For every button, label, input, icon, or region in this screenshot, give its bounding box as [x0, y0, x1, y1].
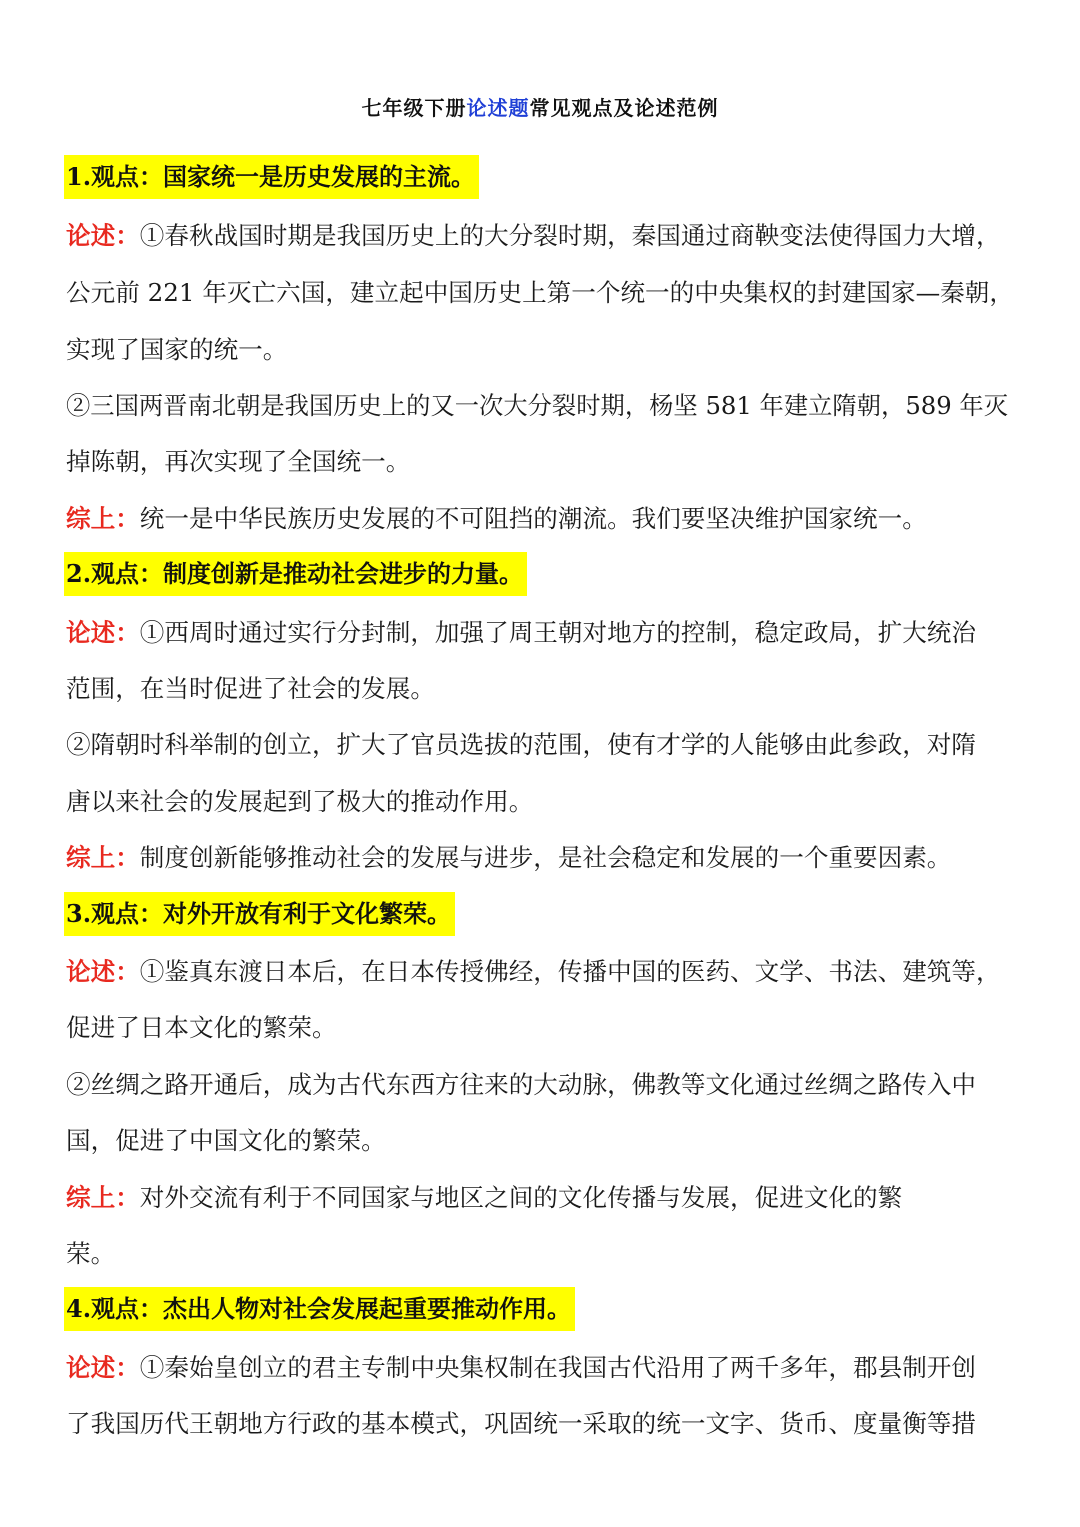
- argument-label: 论述：: [66, 618, 140, 647]
- section-2-argument-line: 范围，在当时促进了社会的发展。: [66, 674, 435, 703]
- summary-label: 综上：: [66, 843, 140, 872]
- title-part-2: 常见观点及论述范例: [529, 96, 719, 120]
- summary-text: 统一是中华民族历史发展的不可阻挡的潮流。我们要坚决维护国家统一。: [139, 504, 927, 533]
- section-3-argument-line: ②丝绸之路开通后，成为古代东西方往来的大动脉，佛教等文化通过丝绸之路传入中: [66, 1070, 976, 1099]
- summary-text: 对外交流有利于不同国家与地区之间的文化传播与发展，促进文化的繁: [139, 1183, 903, 1212]
- section-3-summary-line: [66, 1178, 902, 1218]
- section-3-argument-line: 促进了日本文化的繁荣。: [66, 1013, 337, 1042]
- summary-label: 综上：: [66, 1183, 140, 1212]
- section-2-argument-line: ②隋朝时科举制的创立，扩大了官员选拔的范围，使有才学的人能够由此参政，对隋: [66, 730, 976, 759]
- argument-label: 论述：: [66, 1353, 140, 1382]
- section-3-argument-line: 国，促进了中国文化的繁荣。: [66, 1126, 386, 1155]
- section-1-summary-line: [66, 499, 927, 539]
- section-4-heading: 4.观点：杰出人物对社会发展起重要推动作用。: [64, 1287, 575, 1331]
- title-accent: 论述题: [466, 96, 530, 120]
- argument-label: 论述：: [66, 957, 140, 986]
- argument-text: ①鉴真东渡日本后，在日本传授佛经，传播中国的医药、文学、书法、建筑等，: [139, 957, 1001, 986]
- section-2-heading: 2.观点：制度创新是推动社会进步的力量。: [64, 552, 527, 596]
- section-1-argument-line: 公元前 221 年灭亡六国，建立起中国历史上第一个统一的中央集权的封建国家—秦朝，: [66, 278, 1014, 307]
- section-1-argument-line: 实现了国家的统一。: [66, 335, 288, 364]
- section-1-heading: 1.观点：国家统一是历史发展的主流。: [64, 155, 479, 199]
- section-3-heading: 3.观点：对外开放有利于文化繁荣。: [64, 892, 455, 936]
- argument-text: ①春秋战国时期是我国历史上的大分裂时期，秦国通过商鞅变法使得国力大增，: [139, 221, 1001, 250]
- section-2-argument-line: [66, 613, 976, 653]
- page-title: [0, 70, 1080, 146]
- section-2-summary-line: [66, 838, 951, 878]
- section-2-argument-line: 唐以来社会的发展起到了极大的推动作用。: [66, 787, 534, 816]
- title-part-1: 七年级下册: [361, 96, 467, 120]
- section-3-summary-line: 荣。: [66, 1239, 116, 1268]
- argument-label: 论述：: [66, 221, 140, 250]
- section-1-argument-line: [66, 216, 1001, 256]
- section-4-argument-line: [66, 1348, 976, 1388]
- section-3-argument-line: [66, 952, 1001, 992]
- summary-text: 制度创新能够推动社会的发展与进步，是社会稳定和发展的一个重要因素。: [139, 843, 952, 872]
- argument-text: ①秦始皇创立的君主专制中央集权制在我国古代沿用了两千多年，郡县制开创: [139, 1353, 976, 1382]
- section-4-argument-line: 了我国历代王朝地方行政的基本模式，巩固统一采取的统一文字、货币、度量衡等措: [66, 1409, 976, 1438]
- section-1-argument-line: ②三国两晋南北朝是我国历史上的又一次大分裂时期，杨坚 581 年建立隋朝，589 年灭: [66, 391, 1009, 420]
- argument-text: ①西周时通过实行分封制，加强了周王朝对地方的控制，稳定政局，扩大统治: [139, 618, 976, 647]
- summary-label: 综上：: [66, 504, 140, 533]
- section-1-argument-line: 掉陈朝，再次实现了全国统一。: [66, 447, 411, 476]
